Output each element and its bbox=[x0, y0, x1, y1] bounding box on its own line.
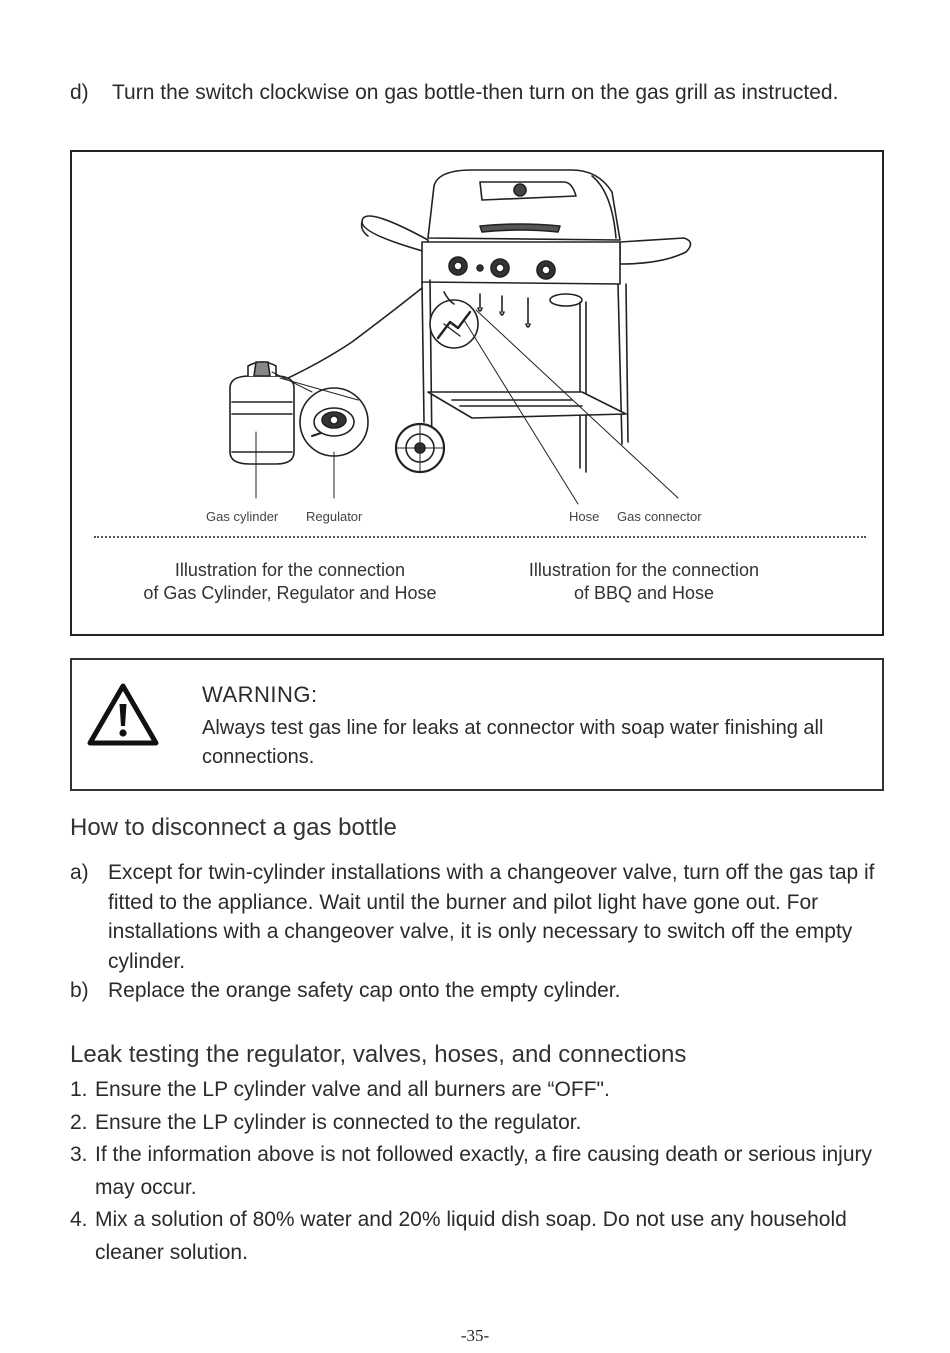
item-marker: 1. bbox=[70, 1078, 88, 1101]
item-marker: 3. bbox=[70, 1143, 88, 1166]
leak-test-list bbox=[70, 1074, 910, 1269]
gas-cylinder bbox=[230, 376, 294, 464]
item-text: Ensure the LP cylinder is connected to the regulator. bbox=[95, 1110, 582, 1134]
list-item bbox=[70, 1204, 910, 1269]
disconnect-heading: How to disconnect a gas bottle bbox=[70, 814, 397, 841]
item-text: Ensure the LP cylinder valve and all burners are “OFF". bbox=[95, 1078, 610, 1101]
item-marker: 4. bbox=[70, 1208, 88, 1231]
gas-hose bbox=[284, 288, 422, 380]
step-d-text: Turn the switch clockwise on gas bottle-then turn on the gas grill as instructed. bbox=[112, 81, 839, 104]
item-marker: 2. bbox=[70, 1110, 88, 1134]
list-item bbox=[70, 1074, 910, 1107]
list-item bbox=[70, 1139, 910, 1204]
list-item bbox=[70, 858, 900, 976]
item-text: If the information above is not followed exactly, a fire causing death or serious injury may occur. bbox=[95, 1143, 873, 1199]
right-side-shelf bbox=[620, 238, 691, 264]
caption-right bbox=[454, 559, 834, 605]
label-gas-cylinder: Gas cylinder bbox=[206, 509, 279, 524]
label-regulator: Regulator bbox=[306, 509, 363, 524]
item-text: Mix a solution of 80% water and 20% liquid dish soap. Do not use any household cleaner solution. bbox=[95, 1208, 847, 1264]
left-side-shelf bbox=[362, 216, 428, 252]
caption-left bbox=[100, 559, 480, 605]
grill-connection-figure bbox=[70, 150, 884, 636]
page-number: -35- bbox=[460, 1326, 490, 1345]
bottom-shelf bbox=[428, 392, 626, 418]
disconnect-list bbox=[70, 858, 900, 1006]
warning-title: WARNING: bbox=[202, 682, 318, 707]
dotted-divider bbox=[94, 536, 866, 538]
caption-left-line-1: Illustration for the connection bbox=[174, 560, 406, 580]
caption-right-line-2: of BBQ and Hose bbox=[573, 583, 715, 603]
item-text: Except for twin-cylinder installations with a changeover valve, turn off the gas tap if fitted to the appliance. Wait until the burner and pilot light have gone out. For installations with a changeover valve, it is only necessary to switch off the empty cylinder. bbox=[108, 861, 875, 973]
label-hose: Hose bbox=[569, 509, 600, 524]
label-gas-connector: Gas connector bbox=[617, 509, 702, 524]
item-marker: b) bbox=[70, 979, 89, 1002]
warning-text: Always test gas line for leaks at connector with soap water finishing all connections. bbox=[202, 717, 824, 768]
item-text: Replace the orange safety cap onto the empty cylinder. bbox=[108, 979, 621, 1002]
warning-box bbox=[70, 658, 884, 791]
list-item bbox=[70, 1107, 910, 1140]
caption-right-line-1: Illustration for the connection bbox=[528, 560, 760, 580]
caption-left-line-2: of Gas Cylinder, Regulator and Hose bbox=[143, 583, 437, 603]
warning-icon bbox=[86, 682, 160, 748]
leak-test-heading: Leak testing the regulator, valves, hoses, and connections bbox=[70, 1041, 687, 1068]
step-d-marker: d) bbox=[70, 81, 89, 104]
item-marker: a) bbox=[70, 861, 89, 884]
step-d bbox=[70, 78, 890, 107]
list-item bbox=[70, 976, 900, 1006]
